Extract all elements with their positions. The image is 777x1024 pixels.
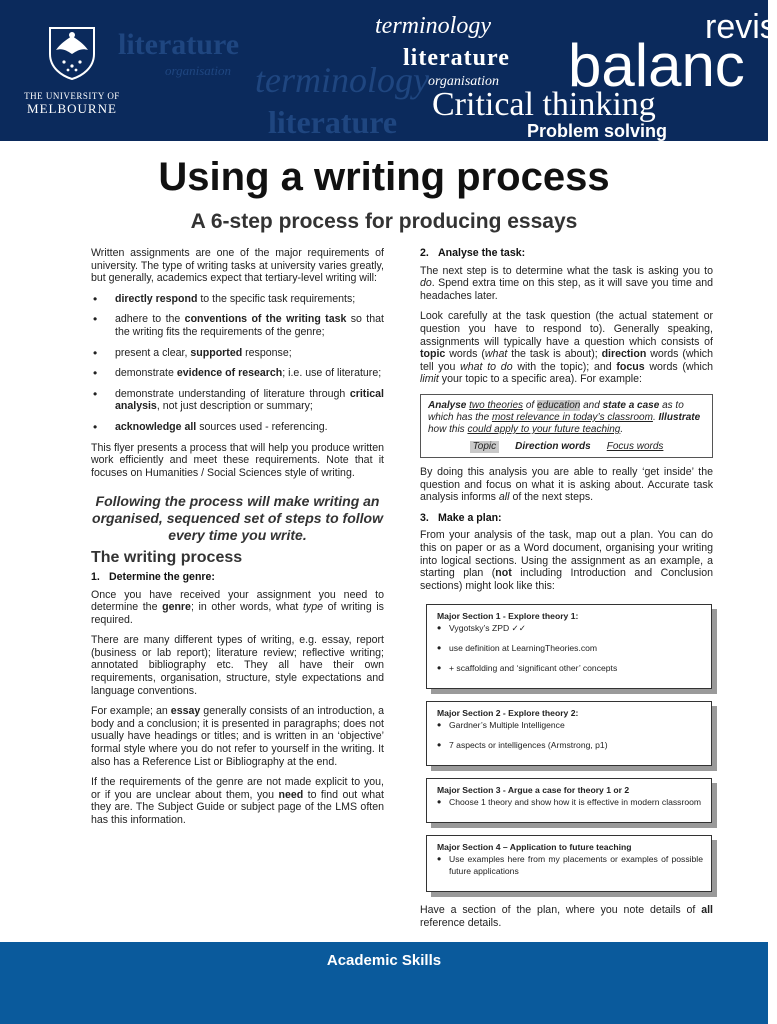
list-item: • Use examples here from my placements or examples of possible future applications xyxy=(437,853,703,877)
step-2-paragraph-1: The next step is to determine what the task is asking you to do. Spend extra time on this step, as it will save you time and headaches later. xyxy=(420,264,713,302)
legend-focus: Focus words xyxy=(606,440,664,452)
plan-section-title: Major Section 2 - Explore theory 2: xyxy=(437,708,579,719)
university-crest-icon xyxy=(44,24,100,80)
plan-section-title: Major Section 4 – Application to future teaching xyxy=(437,842,632,853)
banner-word-literature: literature xyxy=(403,45,510,71)
list-item: • use definition at LearningTheories.com xyxy=(437,642,703,654)
step-3-paragraph-1: From your analysis of the task, map out a plan. You can do this on paper or as a Word document, organising your writing into logical sections. Using the assignment as an example, a starting plan (not including Introduction and Conclusion sections) might look like this: xyxy=(420,529,713,592)
flyer-paragraph: This flyer presents a process that will help you produce written work efficiently and meet these requirements. Note that it focuses on Humanities / Social Sciences style of writing. xyxy=(91,441,384,479)
header-banner xyxy=(0,0,777,141)
step-2-paragraph-2: Look carefully at the task question (the actual statement or question you have to respond to). Generally speaking, assignments will typically have a question which consists of topic words (what the task is about); direction words (which tell you what to do with the topic); and focus words (which limit your topic to a specific area). For example: xyxy=(420,310,714,386)
banner-word-revision: revis xyxy=(705,8,777,46)
banner-word-organisation: organisation xyxy=(428,74,500,89)
plan-section-2 xyxy=(426,701,712,766)
banner-word-terminology-bg: terminology xyxy=(255,60,429,100)
legend-topic: Topic xyxy=(470,441,500,453)
list-item: • Gardner’s Multiple Intelligence xyxy=(437,719,703,731)
page-title: Using a writing process xyxy=(158,155,610,199)
task-example-box xyxy=(420,394,713,458)
step-1-heading: 1. Determine the genre: xyxy=(91,570,215,583)
step-1-paragraph-3: For example; an essay generally consists of an introduction, a body and a conclusion; it is presented in paragraphs; does not usually have headings or titles; and is written in an ‘objective’ formal style where you do not refer to yourself in the writing. It also has a Reference List or Bibliography at the end. xyxy=(91,705,384,768)
banner-word-organisation-bg: organisation xyxy=(165,63,231,78)
list-item: • Choose 1 theory and show how it is effective in modern classroom xyxy=(437,796,703,808)
list-item: • directly respond to the specific task requirements; xyxy=(91,293,384,306)
left-column xyxy=(91,247,384,835)
plan-section-title: Major Section 3 - Argue a case for theory 1 or 2 xyxy=(437,785,630,796)
list-item: • 7 aspects or intelligences (Armstrong, p1) xyxy=(437,739,703,751)
step-2-paragraph-3: By doing this analysis you are able to really ‘get inside’ the question and focus on what it is asking about. Accurate task analysis informs all of the next steps. xyxy=(420,465,713,504)
plan-section-title: Major Section 1 - Explore theory 1: xyxy=(437,611,579,622)
list-item: • acknowledge all sources used - referencing. xyxy=(91,421,384,434)
plan-section-1 xyxy=(426,604,712,689)
plan-section-4 xyxy=(426,835,712,892)
legend-direction: Direction words xyxy=(515,440,591,452)
intro-paragraph: Written assignments are one of the major requirements of university. The type of writing tasks at university varies greatly, but generally, academics expect that tertiary-level writing will: xyxy=(91,247,384,285)
requirements-list xyxy=(91,293,384,434)
right-column xyxy=(420,247,713,937)
process-callout: Following the process will make writing an organised, sequenced set of steps to follow every time you write. xyxy=(92,493,383,544)
step-2-heading: 2. Analyse the task: xyxy=(420,247,526,259)
step-1-paragraph-1: Once you have received your assignment you need to determine the genre; in other words, what type of writing is required. xyxy=(91,588,384,626)
list-item: • present a clear, supported response; xyxy=(91,347,384,360)
plan-section-3 xyxy=(426,778,712,823)
step-1-paragraph-4: If the requirements of the genre are not made explicit to you, or if you are unclear about them, you need to find out what they are. The Subject Guide or subject page of the LMS often has this information. xyxy=(91,776,384,826)
list-item: • demonstrate understanding of literature through critical analysis, not just description or summary; xyxy=(91,388,384,413)
university-name-line1: THE UNIVERSITY OF xyxy=(24,91,120,101)
university-logo xyxy=(22,24,122,117)
task-example-text: Analyse two theories of education and state a case as to which has the most relevance in today’s classroom. Illustrate how this could apply to your future teaching. xyxy=(428,399,701,435)
list-item: • adhere to the conventions of the writing task so that the writing fits the requirements of the genre; xyxy=(91,313,384,338)
list-item: • Vygotsky’s ZPD ✓✓ xyxy=(437,622,703,634)
banner-word-terminology: terminology xyxy=(375,13,491,39)
footer-label: Academic Skills xyxy=(326,952,442,969)
plan-closing-paragraph: Have a section of the plan, where you note details of all reference details. xyxy=(420,904,713,929)
banner-word-literature-bg: literature xyxy=(118,28,240,61)
task-example-legend xyxy=(428,441,705,453)
list-item: • demonstrate evidence of research; i.e. use of literature; xyxy=(91,367,384,380)
page-subtitle: A 6-step process for producing essays xyxy=(190,210,578,233)
section-heading: The writing process xyxy=(91,549,243,567)
step-1-paragraph-2: There are many different types of writing, e.g. essay, report (business or lab report); literature review; reflective writing; annotated bibliography etc. They all have their own requirements, organisation, structure, style expectations and language conventions. xyxy=(91,634,384,697)
footer-bar xyxy=(0,942,768,1024)
list-item: • + scaffolding and ‘significant other’ concepts xyxy=(437,662,703,674)
banner-word-literature-bg2: literature xyxy=(268,104,398,140)
banner-word-critical-thinking: Critical thinking xyxy=(432,86,656,123)
university-name-line2: MELBOURNE xyxy=(27,101,117,116)
banner-word-problem-solving: Problem solving xyxy=(527,121,668,141)
step-3-heading: 3. Make a plan: xyxy=(420,511,502,524)
banner-word-balance: balanc xyxy=(568,32,745,99)
